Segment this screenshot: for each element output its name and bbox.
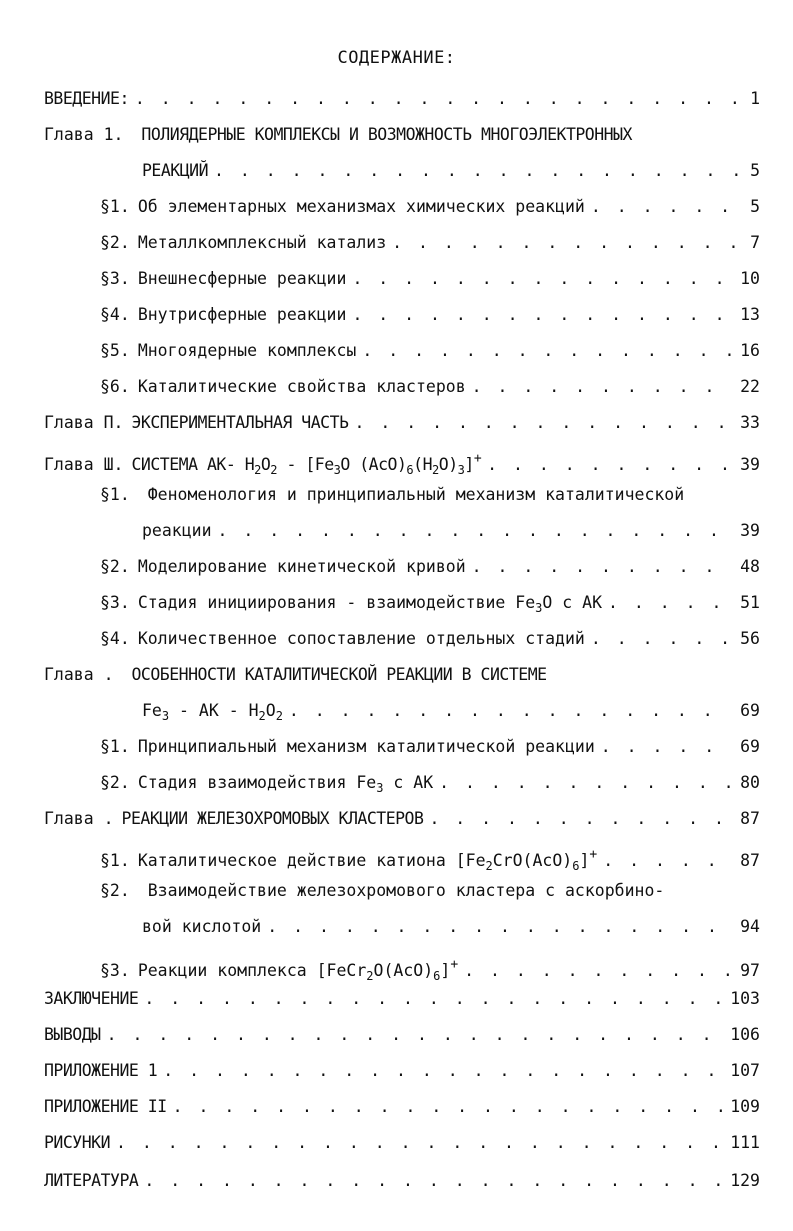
entry-label: РИСУНКИ [44,1133,111,1152]
toc-entry[interactable] [100,338,760,364]
page-number: 10 [740,269,760,288]
toc-entry-continuation[interactable] [142,158,760,184]
toc-entry[interactable] [44,1168,760,1194]
entry-label: Металлкомплексный катализ [137,233,387,252]
toc-entry[interactable] [44,1058,760,1084]
entry-label-cont: РЕАКЦИЙ [142,161,209,180]
section-prefix: §6. [100,377,130,396]
toc-entry[interactable] [44,806,760,832]
entry-label: Взаимодействие железохромового кластера с аскорбино- [147,881,665,900]
page-number: 87 [740,809,760,828]
formula-subscript: 2 [254,463,261,477]
formula-text: с АК [383,773,434,792]
toc-entry[interactable] [100,302,760,328]
section-prefix: §1. [100,737,130,756]
formula-subscript: 3 [376,781,384,795]
leader-dots [439,770,732,796]
formula-subscript: 2 [258,709,266,723]
page-number: 103 [730,989,760,1008]
toc-entry[interactable] [44,1094,760,1120]
leader-dots [144,986,722,1012]
entry-label-formula [138,590,602,621]
chapter-prefix: Глава . [44,809,114,828]
entry-label: Внутрисферные реакции [137,305,347,324]
formula-text: CrO(AcO) [492,851,573,870]
page-number: 94 [740,917,760,936]
entry-label: ОСОБЕННОСТИ КАТАЛИТИЧЕСКОЙ РЕАКЦИИ В СИСТЕМЕ [131,665,547,684]
chapter-prefix: Глава Ш. [44,455,124,474]
formula-subscript: 3 [457,463,465,477]
entry-label: Количественное сопоставление отдельных стадий [137,629,585,648]
toc-entry[interactable] [100,230,760,256]
page-number: 48 [740,557,760,576]
leader-dots [352,302,732,328]
leader-dots [173,1094,723,1120]
entry-label: ВВЕДЕНИЕ: [44,89,129,108]
section-prefix: §1. [100,851,130,870]
entry-label: ПОЛИЯДЕРНЫЕ КОМПЛЕКСЫ И ВОЗМОЖНОСТЬ МНОГОЭЛЕКТРОННЫХ [141,125,632,144]
chapter-prefix: Глава . [44,665,114,684]
section-prefix: §2. [100,773,130,792]
page-number: 39 [740,521,760,540]
leader-dots [601,734,732,760]
leader-dots [352,266,732,292]
entry-label: ЗАКЛЮЧЕНИЕ [44,989,139,1008]
page-number: 5 [750,197,760,216]
entry-label: Внешнесферные реакции [137,269,347,288]
page-number: 5 [750,161,760,180]
section-prefix: §2. [100,233,130,252]
toc-entry[interactable] [44,410,760,436]
formula-text: O (AcO) [340,455,407,474]
formula-subscript: 2 [275,709,283,723]
toc-entry[interactable] [44,122,632,148]
leader-dots [116,1130,722,1156]
toc-entry[interactable] [100,266,760,292]
toc-entry[interactable] [100,482,684,508]
formula-text: O(AcO) [373,961,434,980]
entry-label: ПРИЛОЖЕНИЕ 1 [44,1061,158,1080]
entry-label: Об элементарных механизмах химических реакций [137,197,585,216]
entry-label: ПРИЛОЖЕНИЕ II [44,1097,167,1116]
toc-entry[interactable] [100,952,760,983]
toc-entry[interactable] [100,626,760,652]
toc-entry-continuation[interactable] [142,518,760,544]
formula-text: ] [464,455,474,474]
entry-label: Каталитические свойства кластеров [137,377,466,396]
leader-dots [218,518,733,544]
page-number: 56 [740,629,760,648]
leader-dots [362,338,732,364]
page-number: 22 [740,377,760,396]
toc-entry[interactable] [100,590,760,616]
toc-entry[interactable] [44,662,547,688]
entry-label: ЭКСПЕРИМЕНТАЛЬНАЯ ЧАСТЬ [131,413,349,432]
formula-text: O [260,455,271,474]
formula-superscript: + [450,957,459,972]
formula-text: Стадия взаимодействия Fe [137,773,377,792]
page-number: 106 [730,1025,760,1044]
section-prefix: §3. [100,269,130,288]
toc-entry[interactable] [100,770,760,796]
leader-dots [603,848,732,874]
toc-entry[interactable] [44,86,760,112]
leader-dots [472,374,732,400]
formula-text: Fe [142,701,162,720]
toc-entry[interactable] [44,1022,760,1048]
formula-subscript: 2 [485,859,493,873]
leader-dots [608,590,732,616]
section-prefix: §1. [100,197,130,216]
entry-label: Многоядерные комплексы [137,341,357,360]
formula-subscript: 2 [432,463,439,477]
formula-subscript: 3 [333,463,341,477]
page-number: 33 [740,413,760,432]
toc-entry[interactable] [100,194,760,220]
section-prefix: §3. [100,593,130,612]
formula-text: - [Fe [277,455,334,474]
entry-label-formula [131,446,481,483]
section-prefix: §5. [100,341,130,360]
formula-superscript: + [589,847,598,862]
toc-entry[interactable] [44,1130,760,1156]
formula-subscript: 3 [161,709,170,723]
entry-label-cont: вой кислотой [142,917,262,936]
toc-entry[interactable] [100,878,664,904]
entry-label: РЕАКЦИИ ЖЕЛЕЗОХРОМОВЫХ КЛАСТЕРОВ [121,809,424,828]
page-number: 129 [730,1171,760,1190]
formula-text: ] [440,961,451,980]
leader-dots [144,1168,722,1194]
section-prefix: §2. [100,881,130,900]
formula-subscript: 6 [433,969,441,983]
entry-label-formula [142,698,283,729]
leader-dots [472,554,732,580]
page-number: 107 [730,1061,760,1080]
formula-text: ] [579,851,590,870]
section-prefix: §4. [100,305,130,324]
entry-label: ЛИТЕРАТУРА [44,1171,139,1190]
toc-entry[interactable] [100,842,760,873]
chapter-prefix: Глава 1. [44,125,124,144]
formula-text: O) [438,455,458,474]
entry-label: Моделирование кинетической кривой [137,557,466,576]
leader-dots [163,1058,722,1084]
toc-entry-continuation[interactable] [142,914,760,940]
page-number: 51 [740,593,760,612]
toc-entry[interactable] [44,446,760,477]
page-title: СОДЕРЖАНИЕ: [337,48,456,68]
leader-dots [289,698,732,724]
leader-dots [214,158,742,184]
leader-dots [267,914,732,940]
page-number: 13 [740,305,760,324]
formula-subscript: 2 [270,463,278,477]
entry-label-cont: реакции [142,521,212,540]
page-number: 16 [740,341,760,360]
page-number: 7 [750,233,760,252]
formula-subscript: 6 [572,859,580,873]
toc-entry-continuation[interactable] [142,698,760,724]
page-number: 111 [730,1133,760,1152]
leader-dots [591,194,742,220]
leader-dots [464,958,732,984]
entry-label-formula [138,770,433,801]
section-prefix: §4. [100,629,130,648]
formula-subscript: 6 [406,463,414,477]
entry-label: Феноменология и принципиальный механизм каталитической [147,485,685,504]
formula-text: - АК - H [169,701,259,720]
toc-entry[interactable] [44,986,760,1012]
section-prefix: §1. [100,485,130,504]
entry-label: ВЫВОДЫ [44,1025,101,1044]
leader-dots [487,452,732,478]
page-number: 39 [740,455,760,474]
formula-text: O [265,701,276,720]
leader-dots [429,806,732,832]
page-number: 97 [740,961,760,980]
toc-entry[interactable] [100,734,760,760]
leader-dots [392,230,742,256]
entry-label-formula [138,952,458,989]
leader-dots [591,626,732,652]
formula-text: СИСТЕМА АК- H [131,455,255,474]
formula-subscript: 2 [366,969,374,983]
section-prefix: §2. [100,557,130,576]
page-number: 80 [740,773,760,792]
formula-superscript: + [473,451,482,466]
page-number: 69 [740,701,760,720]
toc-entry[interactable] [100,554,760,580]
formula-text: Каталитическое действие катиона [Fe [137,851,486,870]
leader-dots [354,410,732,436]
leader-dots [135,86,742,112]
formula-subscript: 3 [535,601,543,615]
formula-text: Стадия инициирования - взаимодействие Fe [137,593,536,612]
page-number: 1 [750,89,760,108]
toc-entry[interactable] [100,374,760,400]
leader-dots [107,1022,723,1048]
page-number: 69 [740,737,760,756]
formula-text: (H [413,455,433,474]
formula-text: Реакции комплекса [FeCr [137,961,367,980]
entry-label-formula [138,842,597,879]
section-prefix: §3. [100,961,130,980]
chapter-prefix: Глава П. [44,413,124,432]
formula-text: O с АК [542,593,603,612]
page-number: 87 [740,851,760,870]
page-number: 109 [730,1097,760,1116]
entry-label: Принципиальный механизм каталитической реакции [137,737,595,756]
